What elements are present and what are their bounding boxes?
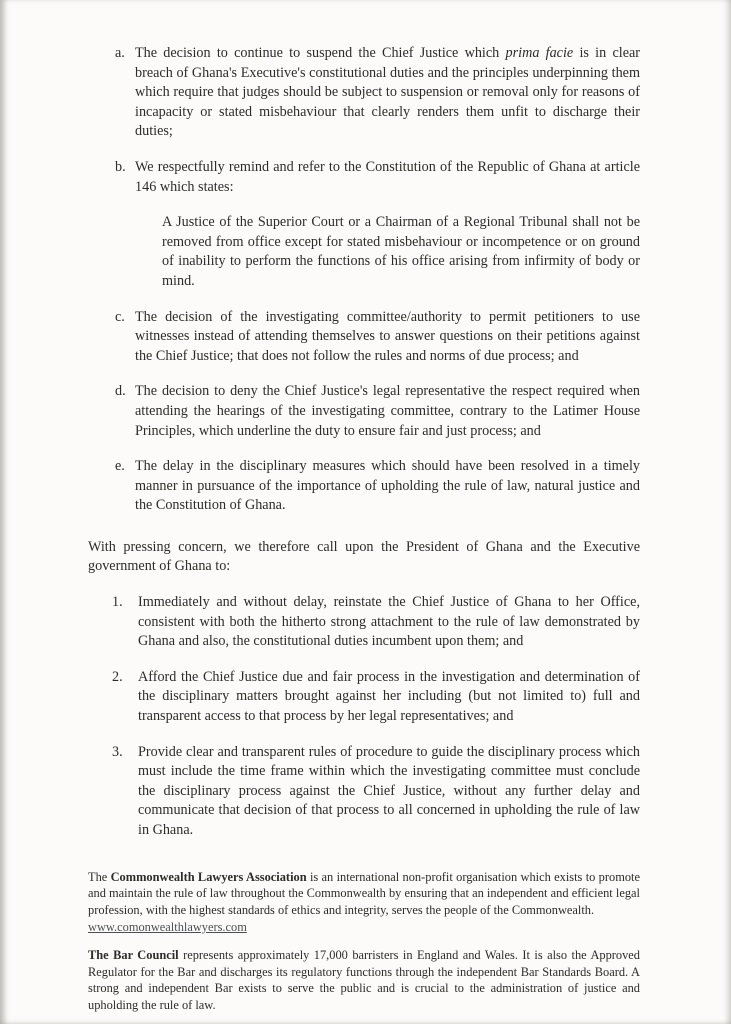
list-item-text: We respectfully remind and refer to the Constitution of the Republic of Ghana at article 146 which states: <box>135 158 640 195</box>
list-item-marker: b. <box>115 158 126 175</box>
item-a-text-after: is in clear breach of Ghana's Executive's constitutional duties and the principles underpinning them which require that judges should be subject to suspension or removal only for reasons of incapacity or stated misbehaviour that clearly renders them unfit to discharge their duties; <box>135 45 641 140</box>
list-item <box>115 158 640 197</box>
list-item-text: The delay in the disciplinary measures which should have been resolved in a timely manner in pursuance of the importance of upholding the rule of law, natural justice and the Constitution of Ghana. <box>135 458 640 514</box>
list-item-marker: c. <box>115 308 125 325</box>
list-item-marker: a. <box>115 45 125 61</box>
list-item <box>115 308 640 367</box>
call-to-action-paragraph: With pressing concern, we therefore call upon the President of Ghana and the Executive government of Ghana to: <box>88 538 640 575</box>
item-a-text-before: The decision to continue to suspend the Chief Justice which <box>135 45 506 61</box>
cla-lead-text: The <box>88 869 111 884</box>
bar-council-body-text: represents approximately 17,000 barristers in England and Wales. It is also the Approved Regulator for the Bar and discharges its regulatory functions through the independent Bar Standards Board. A strong and independent Bar exists to serve the public and is crucial to the administration of justice and upholding the rule of law. <box>88 947 640 1013</box>
list-item <box>112 593 640 652</box>
footer-notes <box>88 869 640 1014</box>
numbered-list <box>112 593 640 841</box>
list-item-marker: 2. <box>112 668 123 685</box>
list-item <box>115 382 640 441</box>
list-item <box>112 743 640 841</box>
list-item-text: The decision to deny the Chief Justice's legal representative the respect required when attending the hearings of the investigating committee, contrary to the Latimer House Principles, which underline the duty to ensure fair and just process; and <box>135 383 640 439</box>
list-item-marker: e. <box>115 458 125 475</box>
list-item-text: The decision of the investigating committee/authority to permit petitioners to use witnesses instead of attending themselves to answer questions on their petitions against the Chief Justice; that does not follow the rules and norms of due process; and <box>135 308 640 364</box>
footer-note-bar-council <box>88 947 640 1014</box>
list-item <box>115 457 640 516</box>
list-item-text <box>135 44 640 142</box>
latin-phrase-italic: prima facie <box>505 45 574 61</box>
list-item <box>112 668 640 727</box>
list-item-text: Afford the Chief Justice due and fair process in the investigation and determination of the disciplinary matters brought against her including (but not limited to) full and transparent access to that process by her legal representatives; and <box>138 668 640 725</box>
cla-body-text: is an international non-profit organisation which exists to promote and maintain the rule of law throughout the Commonwealth by ensuring that an independent and efficient legal profession, with the highest standards of ethics and integrity, serves the people of the Commonwealth. <box>88 869 640 918</box>
cla-bold-name: Commonwealth Lawyers Association <box>110 869 307 884</box>
list-item-text: Immediately and without delay, reinstate the Chief Justice of Ghana to her Office, consistent with both the hitherto strong attachment to the rule of law demonstrated by Ghana and also, the constitutional duties incumbent upon them; and <box>138 594 640 650</box>
bar-council-bold-name: The Bar Council <box>88 947 179 962</box>
lettered-list <box>115 44 640 516</box>
document-body <box>88 44 640 1014</box>
list-item-marker: 1. <box>112 594 123 611</box>
constitution-quote: A Justice of the Superior Court or a Chairman of a Regional Tribunal shall not be removed from office except for stated misbehaviour or incompetence or on ground of inability to perform the functions of his office arising from infirmity of body or mind. <box>162 214 640 289</box>
list-item-marker: d. <box>115 383 126 400</box>
footer-note-cla <box>88 869 640 936</box>
list-item-marker: 3. <box>112 743 123 760</box>
list-item-text: Provide clear and transparent rules of procedure to guide the disciplinary process which must include the time frame within which the investigating committee must conclude the disciplinary process against the Chief Justice, without any further delay and communicate that decision of that process to all concerned in upholding the rule of law in Ghana. <box>138 743 640 838</box>
cla-website-link[interactable]: www.comonwealthlawyers.com <box>88 919 247 934</box>
list-item <box>115 44 640 142</box>
